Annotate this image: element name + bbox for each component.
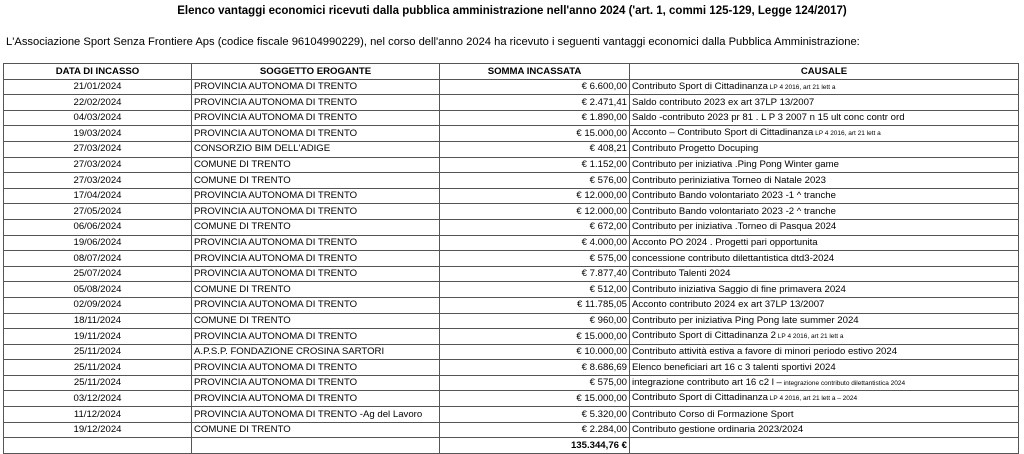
row-cause-note: LP 4 2016, art 21 lett a — [776, 333, 844, 341]
row-payer: PROVINCIA AUTONOMA DI TRENTO — [192, 126, 440, 142]
row-amount: € 6.600,00 — [440, 79, 630, 95]
row-date: 19/06/2024 — [4, 235, 192, 251]
row-cause — [630, 188, 1019, 204]
row-cause-text: Acconto – Contributo Sport di Cittadinanza — [632, 127, 814, 139]
row-amount: € 575,00 — [440, 251, 630, 267]
header-amount: SOMMA INCASSATA — [440, 64, 630, 80]
row-amount: € 10.000,00 — [440, 344, 630, 360]
total-row — [4, 438, 1019, 454]
row-cause-text: Contributo Sport di Cittadinanza — [632, 392, 768, 404]
row-cause — [630, 235, 1019, 251]
row-date: 21/01/2024 — [4, 79, 192, 95]
row-cause — [630, 126, 1019, 142]
row-date: 25/07/2024 — [4, 266, 192, 282]
row-payer: COMUNE DI TRENTO — [192, 282, 440, 298]
row-cause-text: Contributo Bando volontariato 2023 -1 ^ tranche — [632, 190, 836, 202]
table-row — [4, 204, 1019, 220]
row-amount: € 1.152,00 — [440, 157, 630, 173]
row-cause-text: Contributo per iniziativa .Torneo di Pasqua 2024 — [632, 221, 837, 233]
table-row — [4, 266, 1019, 282]
row-amount: € 15.000,00 — [440, 126, 630, 142]
total-amount: 135.344,76 € — [440, 438, 630, 454]
table-row — [4, 407, 1019, 423]
row-cause-text: integrazione contributo art 16 c2 l – — [632, 376, 782, 388]
table-row — [4, 157, 1019, 173]
contributions-table — [3, 63, 1019, 454]
row-cause-text: Contributo periniziativa Torneo di Natale 2023 — [632, 174, 826, 186]
table-row — [4, 282, 1019, 298]
row-date: 11/12/2024 — [4, 407, 192, 423]
row-cause-text: Contributo Sport di Cittadinanza 2 — [632, 330, 776, 342]
row-cause — [630, 266, 1019, 282]
row-cause — [630, 157, 1019, 173]
table-row — [4, 391, 1019, 407]
row-cause — [630, 95, 1019, 111]
row-date: 08/07/2024 — [4, 251, 192, 267]
row-date: 25/11/2024 — [4, 375, 192, 391]
row-cause — [630, 219, 1019, 235]
row-date: 27/03/2024 — [4, 173, 192, 189]
row-cause-text: Contributo Talenti 2024 — [632, 268, 731, 280]
row-cause — [630, 375, 1019, 391]
total-empty-cell — [630, 438, 1019, 454]
row-cause-note: integrazione contributo dilettantistica 2024 — [781, 379, 906, 387]
row-amount: € 2.284,00 — [440, 422, 630, 438]
row-amount: € 12.000,00 — [440, 204, 630, 220]
row-cause — [630, 297, 1019, 313]
row-amount: € 408,21 — [440, 141, 630, 157]
row-payer: PROVINCIA AUTONOMA DI TRENTO — [192, 360, 440, 376]
row-date: 04/03/2024 — [4, 110, 192, 126]
row-amount: € 672,00 — [440, 219, 630, 235]
row-payer: PROVINCIA AUTONOMA DI TRENTO — [192, 79, 440, 95]
table-row — [4, 188, 1019, 204]
row-payer: PROVINCIA AUTONOMA DI TRENTO — [192, 235, 440, 251]
row-cause-text: concessione contributo dilettantistica dtd3-2024 — [632, 252, 835, 264]
row-amount: € 960,00 — [440, 313, 630, 329]
row-cause-text: Acconto contributo 2024 ex art 37LP 13/2007 — [632, 299, 825, 311]
row-date: 19/03/2024 — [4, 126, 192, 142]
row-amount: € 8.686,69 — [440, 360, 630, 376]
header-payer: SOGGETTO EROGANTE — [192, 64, 440, 80]
row-cause-text: Contributo Bando volontariato 2023 -2 ^ tranche — [632, 205, 836, 217]
row-payer: COMUNE DI TRENTO — [192, 219, 440, 235]
row-cause — [630, 141, 1019, 157]
row-cause — [630, 391, 1019, 407]
row-cause — [630, 79, 1019, 95]
row-date: 25/11/2024 — [4, 360, 192, 376]
document-title: Elenco vantaggi economici ricevuti dalla pubblica amministrazione nell'anno 2024 ('art. 1, commi 125-129, Legge 124/2017) — [177, 5, 847, 17]
row-cause-note: LP 4 2016, art 21 lett a — [813, 130, 881, 138]
table-row — [4, 313, 1019, 329]
table-row — [4, 173, 1019, 189]
row-payer: PROVINCIA AUTONOMA DI TRENTO -Ag del Lavoro — [192, 407, 440, 423]
row-cause-text: Contributo Corso di Formazione Sport — [632, 408, 794, 420]
row-payer: COMUNE DI TRENTO — [192, 157, 440, 173]
row-date: 27/03/2024 — [4, 141, 192, 157]
row-cause — [630, 313, 1019, 329]
row-cause-text: Acconto PO 2024 . Progetti pari opportunita — [632, 237, 818, 249]
row-cause — [630, 344, 1019, 360]
row-date: 27/05/2024 — [4, 204, 192, 220]
row-amount: € 2.471,41 — [440, 95, 630, 111]
row-cause-text: Contributo per iniziativa .Ping Pong Winter game — [632, 159, 839, 171]
row-amount: € 1.890,00 — [440, 110, 630, 126]
row-cause-text: Contributo Progetto Docuping — [632, 143, 759, 155]
total-empty-cell — [4, 438, 192, 454]
table-row — [4, 126, 1019, 142]
table-row — [4, 251, 1019, 267]
row-amount: € 5.320,00 — [440, 407, 630, 423]
row-cause — [630, 282, 1019, 298]
row-payer: A.P.S.P. FONDAZIONE CROSINA SARTORI — [192, 344, 440, 360]
row-payer: PROVINCIA AUTONOMA DI TRENTO — [192, 110, 440, 126]
row-date: 06/06/2024 — [4, 219, 192, 235]
row-date: 25/11/2024 — [4, 344, 192, 360]
row-amount: € 15.000,00 — [440, 329, 630, 345]
table-row — [4, 95, 1019, 111]
row-amount: € 11.785,05 — [440, 297, 630, 313]
row-cause — [630, 173, 1019, 189]
table-row — [4, 329, 1019, 345]
row-payer: PROVINCIA AUTONOMA DI TRENTO — [192, 251, 440, 267]
row-payer: CONSORZIO BIM DELL'ADIGE — [192, 141, 440, 157]
row-payer: COMUNE DI TRENTO — [192, 313, 440, 329]
header-cause: CAUSALE — [630, 64, 1019, 80]
row-amount: € 7.877,40 — [440, 266, 630, 282]
row-cause — [630, 204, 1019, 220]
row-cause-text: Contributo gestione ordinaria 2023/2024 — [632, 424, 804, 436]
row-cause — [630, 329, 1019, 345]
table-row — [4, 344, 1019, 360]
row-date: 19/11/2024 — [4, 329, 192, 345]
row-amount: € 512,00 — [440, 282, 630, 298]
row-cause-note: LP 4 2016, art 21 lett a — [768, 83, 836, 91]
row-cause-text: Elenco beneficiari art 16 c 3 talenti sportivi 2024 — [632, 361, 836, 373]
row-cause-text: Contributo attività estiva a favore di minori periodo estivo 2024 — [632, 346, 898, 358]
row-payer: PROVINCIA AUTONOMA DI TRENTO — [192, 329, 440, 345]
table-row — [4, 235, 1019, 251]
table-row — [4, 141, 1019, 157]
row-cause-text: Contributo per iniziativa Ping Pong late summer 2024 — [632, 315, 859, 326]
table-row — [4, 297, 1019, 313]
row-payer: PROVINCIA AUTONOMA DI TRENTO — [192, 297, 440, 313]
row-date: 19/12/2024 — [4, 422, 192, 438]
row-date: 03/12/2024 — [4, 391, 192, 407]
row-cause — [630, 110, 1019, 126]
row-payer: COMUNE DI TRENTO — [192, 173, 440, 189]
table-row — [4, 219, 1019, 235]
row-payer: PROVINCIA AUTONOMA DI TRENTO — [192, 188, 440, 204]
row-payer: PROVINCIA AUTONOMA DI TRENTO — [192, 375, 440, 391]
header-date: DATA DI INCASSO — [4, 64, 192, 80]
row-cause — [630, 251, 1019, 267]
row-cause-text: Contributo iniziativa Saggio di fine primavera 2024 — [632, 283, 846, 295]
row-amount: € 12.000,00 — [440, 188, 630, 204]
row-amount: € 575,00 — [440, 375, 630, 391]
intro-text: L'Associazione Sport Senza Frontiere Aps (codice fiscale 96104990229), nel corso dell'anno 2024 ha ricevuto i seguenti vantaggi economici dalla Pubblica Amministrazione: — [6, 36, 860, 48]
row-payer: PROVINCIA AUTONOMA DI TRENTO — [192, 266, 440, 282]
total-empty-cell — [192, 438, 440, 454]
row-cause-text: Saldo contributo 2023 ex art 37LP 13/2007 — [632, 96, 815, 108]
row-date: 05/08/2024 — [4, 282, 192, 298]
row-amount: € 576,00 — [440, 173, 630, 189]
row-payer: COMUNE DI TRENTO — [192, 422, 440, 438]
table-row — [4, 422, 1019, 438]
row-amount: € 4.000,00 — [440, 235, 630, 251]
row-payer: PROVINCIA AUTONOMA DI TRENTO — [192, 95, 440, 111]
row-payer: PROVINCIA AUTONOMA DI TRENTO — [192, 204, 440, 220]
row-date: 18/11/2024 — [4, 313, 192, 329]
row-cause — [630, 360, 1019, 376]
row-date: 22/02/2024 — [4, 95, 192, 111]
row-amount: € 15.000,00 — [440, 391, 630, 407]
row-cause-text: Contributo Sport di Cittadinanza — [632, 80, 768, 92]
row-date: 02/09/2024 — [4, 297, 192, 313]
row-payer: PROVINCIA AUTONOMA DI TRENTO — [192, 391, 440, 407]
table-row — [4, 375, 1019, 391]
table-row — [4, 79, 1019, 95]
table-row — [4, 360, 1019, 376]
table-row — [4, 110, 1019, 126]
row-cause — [630, 407, 1019, 423]
row-cause — [630, 422, 1019, 438]
table-header-row — [4, 64, 1019, 80]
row-cause-note: LP 4 2016, art 21 lett a – 2024 — [768, 395, 858, 403]
row-cause-text: Saldo -contributo 2023 pr 81 . L P 3 2007 n 15 ult conc contr ord — [632, 112, 905, 124]
row-date: 27/03/2024 — [4, 157, 192, 173]
row-date: 17/04/2024 — [4, 188, 192, 204]
